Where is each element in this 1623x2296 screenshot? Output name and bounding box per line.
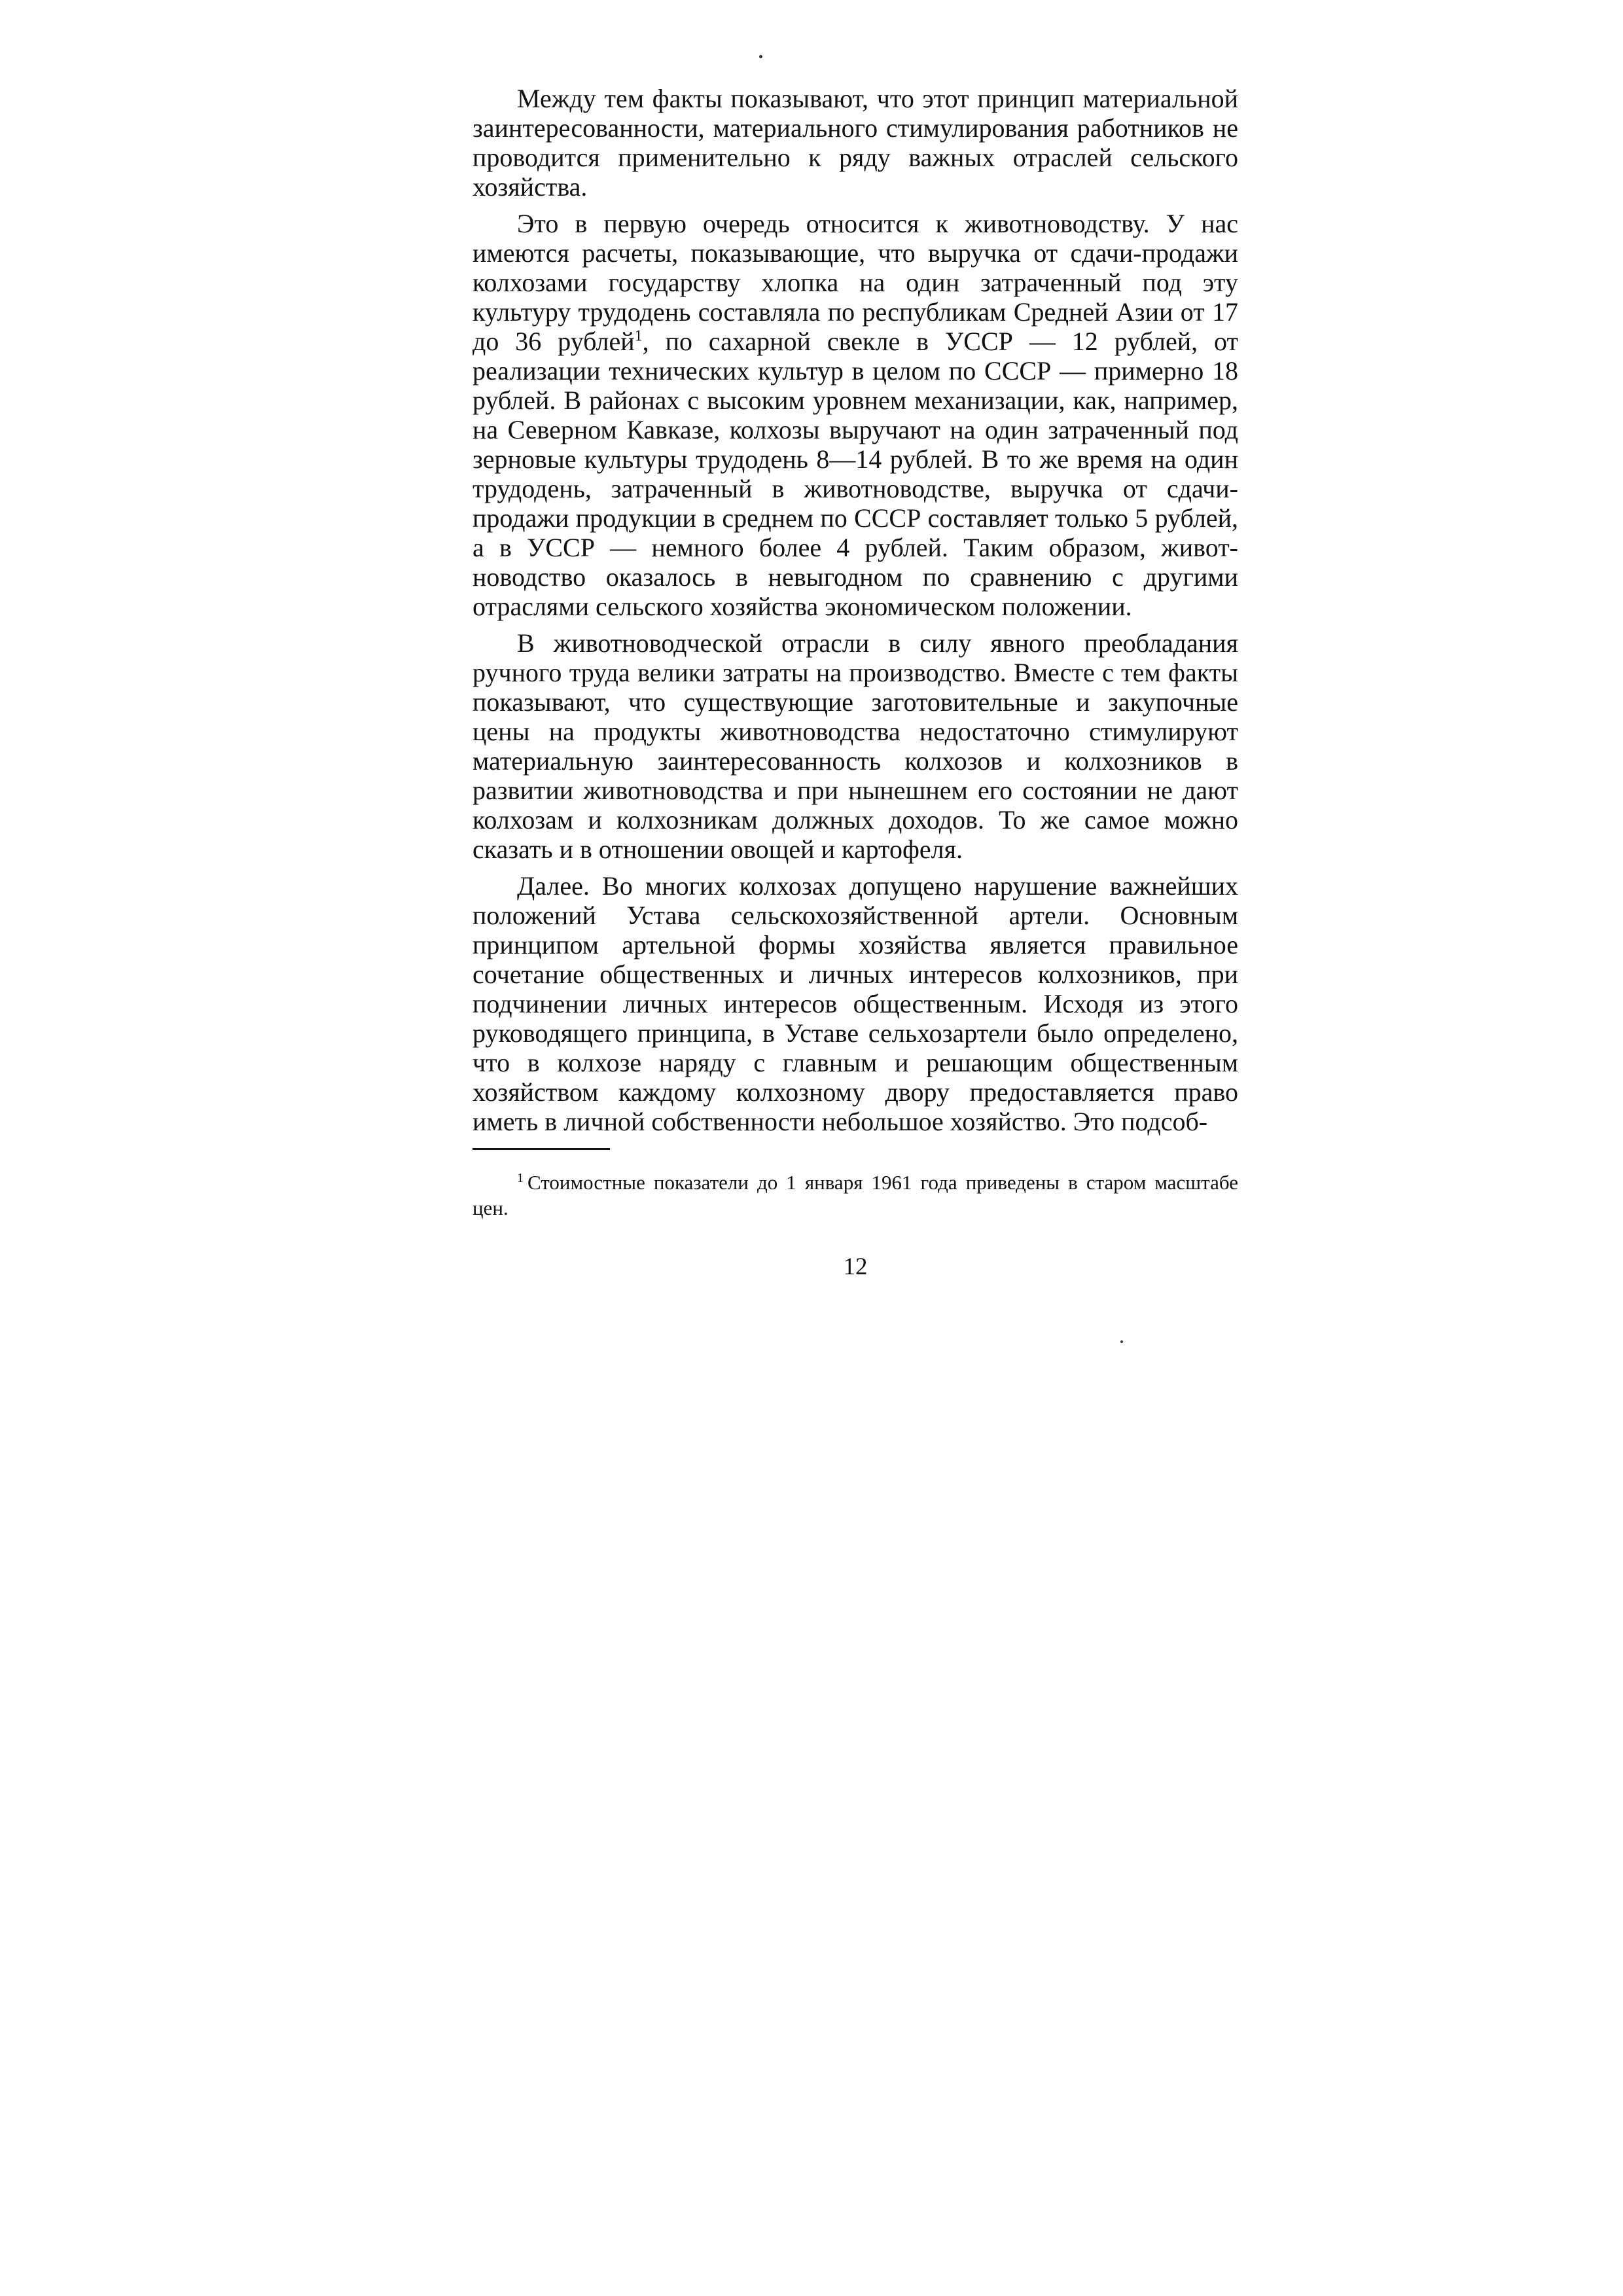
footnote-text: Стоимостные показатели до 1 января 1961 года приведены в старом масштабе цен. [473, 1171, 1238, 1219]
text-column [473, 84, 1238, 1281]
paragraph-text-after-ref: , по сахарной свекле в УССР — 12 рублей, от реализации технических культур в целом по СССР — примерно 18 рублей. В районах с высоким уровнем механизации, как, например, на Северном Кавказе, колхозы выручают на один затраченный под зерновые культуры трудодень 8—14 рублей. В то же время на один трудодень, затраченный в животноводстве, выручка от сдачи-продажи продукции в среднем по СССР составляет только 5 рублей, а в УССР — немного более 4 рублей. Таким образом, животноводство оказалось в невыгодном по сравнению с другими отраслями сельского хозяйства экономическом положении. [473, 327, 1239, 621]
footnote-separator [473, 1148, 610, 1150]
paragraph-with-footnote-ref [473, 209, 1238, 621]
paragraph-text-before-ref: Это в первую очередь относится к животноводству. У нас имеются расчеты, показывающие, что выручка от сдачи-продажи колхозами государству хлопка на один затраченный под эту культуру трудодень составляла по республикам Средней Азии от 17 до 36 рублей [473, 209, 1238, 356]
footnote-marker: 1 [517, 1170, 524, 1185]
scan-speck [759, 55, 762, 58]
footnote [473, 1170, 1238, 1221]
paragraph: Далее. Во многих колхозах допущено нарушение важнейших положений Устава сельскохозяйственной артели. Основным принципом артельной формы хозяйства является правильное сочетание общественных и личных интересов колхозников, при подчинении личных интересов общественным. Исходя из этого руководящего принципа, в Уставе сельхозартели было определено, что в колхозе наряду с главным и решающим общественным хозяйством каждому колхозному двору предоставляется право иметь в личной собственности небольшое хозяйство. Это подсоб- [473, 871, 1238, 1136]
footnote-reference: 1 [634, 327, 643, 345]
scan-speck [1120, 1340, 1123, 1343]
paragraph: В животноводческой отрасли в силу явного преобладания ручного труда велики затраты на производство. Вместе с тем факты показывают, что существующие заготовительные и закупочные цены на продукты животноводства недостаточно стимулируют материальную заинтересованность колхозов и колхозников в развитии животноводства и при нынешнем его состоянии не дают колхозам и колхозникам должных доходов. То же самое можно сказать и в отношении овощей и картофеля. [473, 628, 1238, 864]
paragraph: Между тем факты показывают, что этот принцип материальной заинтересованности, материального стимулирования работников не проводится применительно к ряду важных отраслей сельского хозяйства. [473, 84, 1238, 202]
page-number: 12 [843, 1253, 868, 1280]
